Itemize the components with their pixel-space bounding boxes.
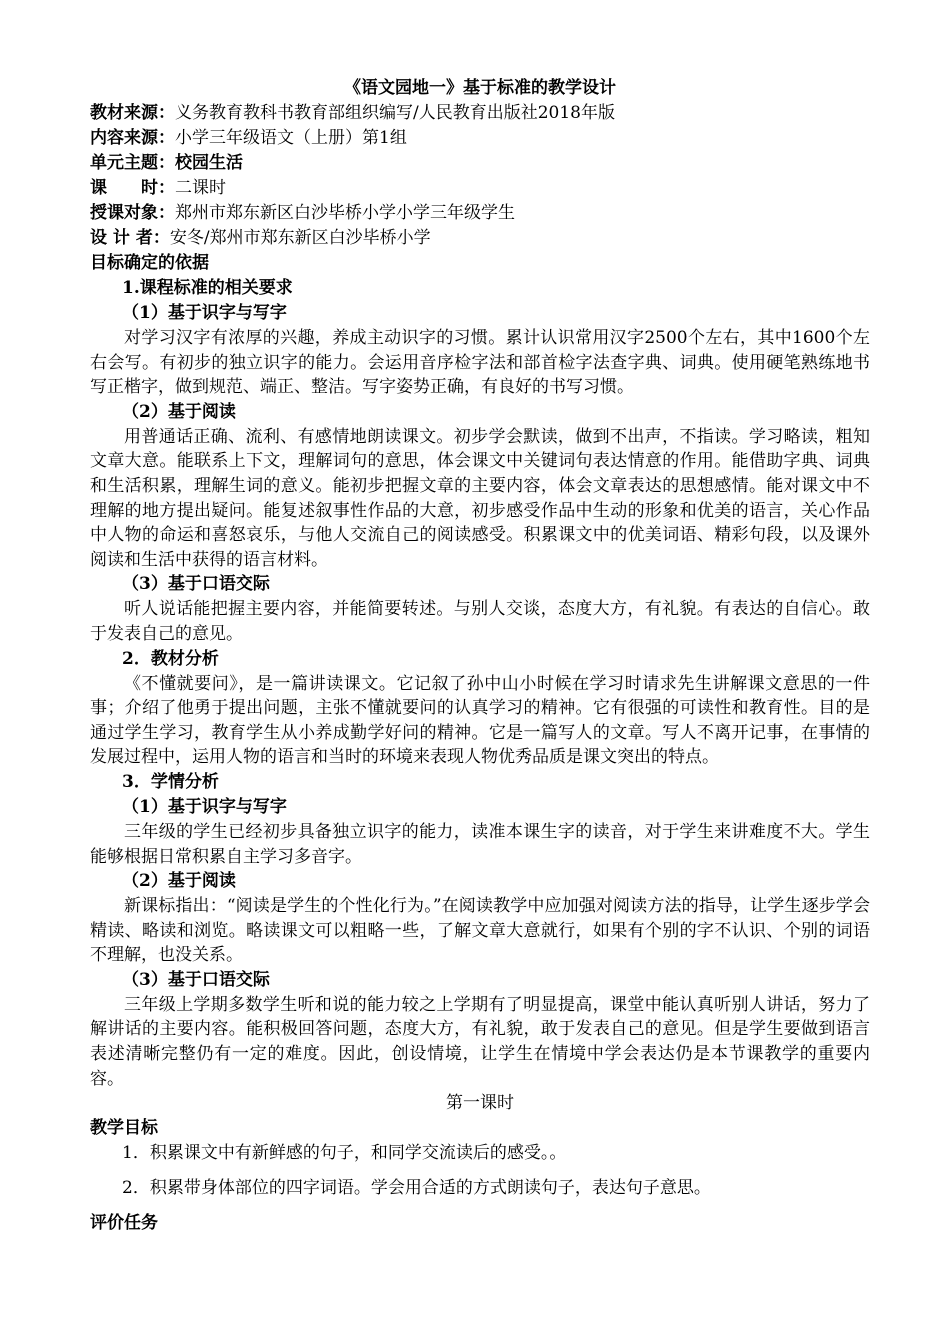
meta-value: 校园生活 [175,153,243,173]
section-heading: 1.课程标准的相关要求 [122,278,293,298]
meta-designer [90,226,870,251]
goal-item: 2．积累带身体部位的四字词语。学会用合适的方式朗读句子，表达句子意思。 [122,1178,711,1199]
section-heading: 3．学情分析 [122,771,219,792]
meta-theme [90,151,870,176]
document-page [90,76,870,1236]
meta-value: 二课时 [175,178,226,198]
subsection-heading: （3）基于口语交际 [122,574,270,595]
goals-heading: 教学目标 [90,1118,158,1139]
subsection-heading: （2）基于阅读 [122,871,236,892]
meta-value: 小学三年级语文（上册）第1组 [175,128,407,148]
meta-label: 授课对象： [90,203,175,223]
subsection-heading: （3）基于口语交际 [122,969,270,990]
meta-audience [90,201,870,226]
meta-source [90,101,870,126]
meta-value: 安冬/郑州市郑东新区白沙毕桥小学 [169,228,431,248]
meta-label: 设 计 者： [90,228,170,248]
meta-label: 课 时： [90,178,175,198]
goal-item: 1．积累课文中有新鲜感的句子，和同学交流读后的感受。。 [122,1143,567,1164]
lesson-heading: 第一课时 [446,1093,514,1114]
meta-label: 单元主题： [90,153,175,173]
subsection-heading: （1）基于识字与写字 [122,796,287,817]
meta-value: 郑州市郑东新区白沙毕桥小学小学三年级学生 [175,203,515,223]
paragraph: 《不懂就要问》，是一篇讲读课文。它记叙了孙中山小时候在学习时请求先生讲解课文意思的一件事；介绍了他勇于提出问题，主张不懂就要问的认真学习的精神。它有很强的可读性和教育性。目的是通过学生学习，教育学生从小养成勤学好问的精神。它是一篇写人的文章。写人不离开记事，在事情的发展过程中，运用人物的语言和当时的环境来表现人物优秀品质是课文突出的特点。 [90,673,870,768]
paragraph: 对学习汉字有浓厚的兴趣，养成主动识字的习惯。累计认识常用汉字2500个左右，其中1600个左右会写。有初步的独立识字的能力。会运用音序检字法和部首检字法查字典、词典。使用硬笔熟练地书写正楷字，做到规范、端正、整洁。写字姿势正确，有良好的书写习惯。 [90,328,870,398]
meta-content [90,126,870,151]
paragraph: 听人说话能把握主要内容，并能简要转述。与别人交谈，态度大方，有礼貌。有表达的自信心。敢于发表自己的意见。 [90,599,870,644]
subsection-heading: （2）基于阅读 [122,401,236,422]
subsection-heading: （1）基于识字与写字 [122,303,287,323]
section-heading: 2．教材分析 [122,648,219,669]
basis-heading: 目标确定的依据 [90,253,209,273]
evaluation-heading: 评价任务 [90,1213,158,1234]
meta-value: 义务教育教科书教育部组织编写/人民教育出版社2018年版 [175,103,615,123]
paragraph: 新课标指出：“阅读是学生的个性化行为。”在阅读教学中应加强对阅读方法的指导，让学生逐步学会精读、略读和浏览。略读课文可以粗略一些，了解文章大意就行，如果有个别的字不认识、个别的词语不理解，也没关系。 [90,896,870,966]
paragraph: 用普通话正确、流利、有感情地朗读课文。初步学会默读，做到不出声，不指读。学习略读，粗知文章大意。能联系上下文，理解词句的意思，体会课文中关键词句表达情意的作用。能借助字典、词典和生活积累，理解生词的意义。能初步把握文章的主要内容，体会文章表达的思想感情。能对课文中不理解的地方提出疑问。能复述叙事性作品的大意，初步感受作品中生动的形象和优美的语言，关心作品中人物的命运和喜怒哀乐，与他人交流自己的阅读感受。积累课文中的优美词语、精彩句段，以及课外阅读和生活中获得的语言材料。 [90,426,870,570]
document-title: 《语文园地一》基于标准的教学设计 [344,78,616,98]
meta-label: 内容来源： [90,128,175,148]
paragraph: 三年级的学生已经初步具备独立识字的能力，读准本课生字的读音，对于学生来讲难度不大。学生能够根据日常积累自主学习多音字。 [90,821,870,867]
paragraph: 三年级上学期多数学生听和说的能力较之上学期有了明显提高，课堂中能认真听别人讲话，努力了解讲话的主要内容。能积极回答问题，态度大方，有礼貌，敢于发表自己的意见。但是学生要做到语言表述清晰完整仍有一定的难度。因此，创设情境，让学生在情境中学会表达仍是本节课教学的重要内容。 [90,994,870,1089]
meta-label: 教材来源： [90,103,175,123]
meta-hours [90,176,870,201]
